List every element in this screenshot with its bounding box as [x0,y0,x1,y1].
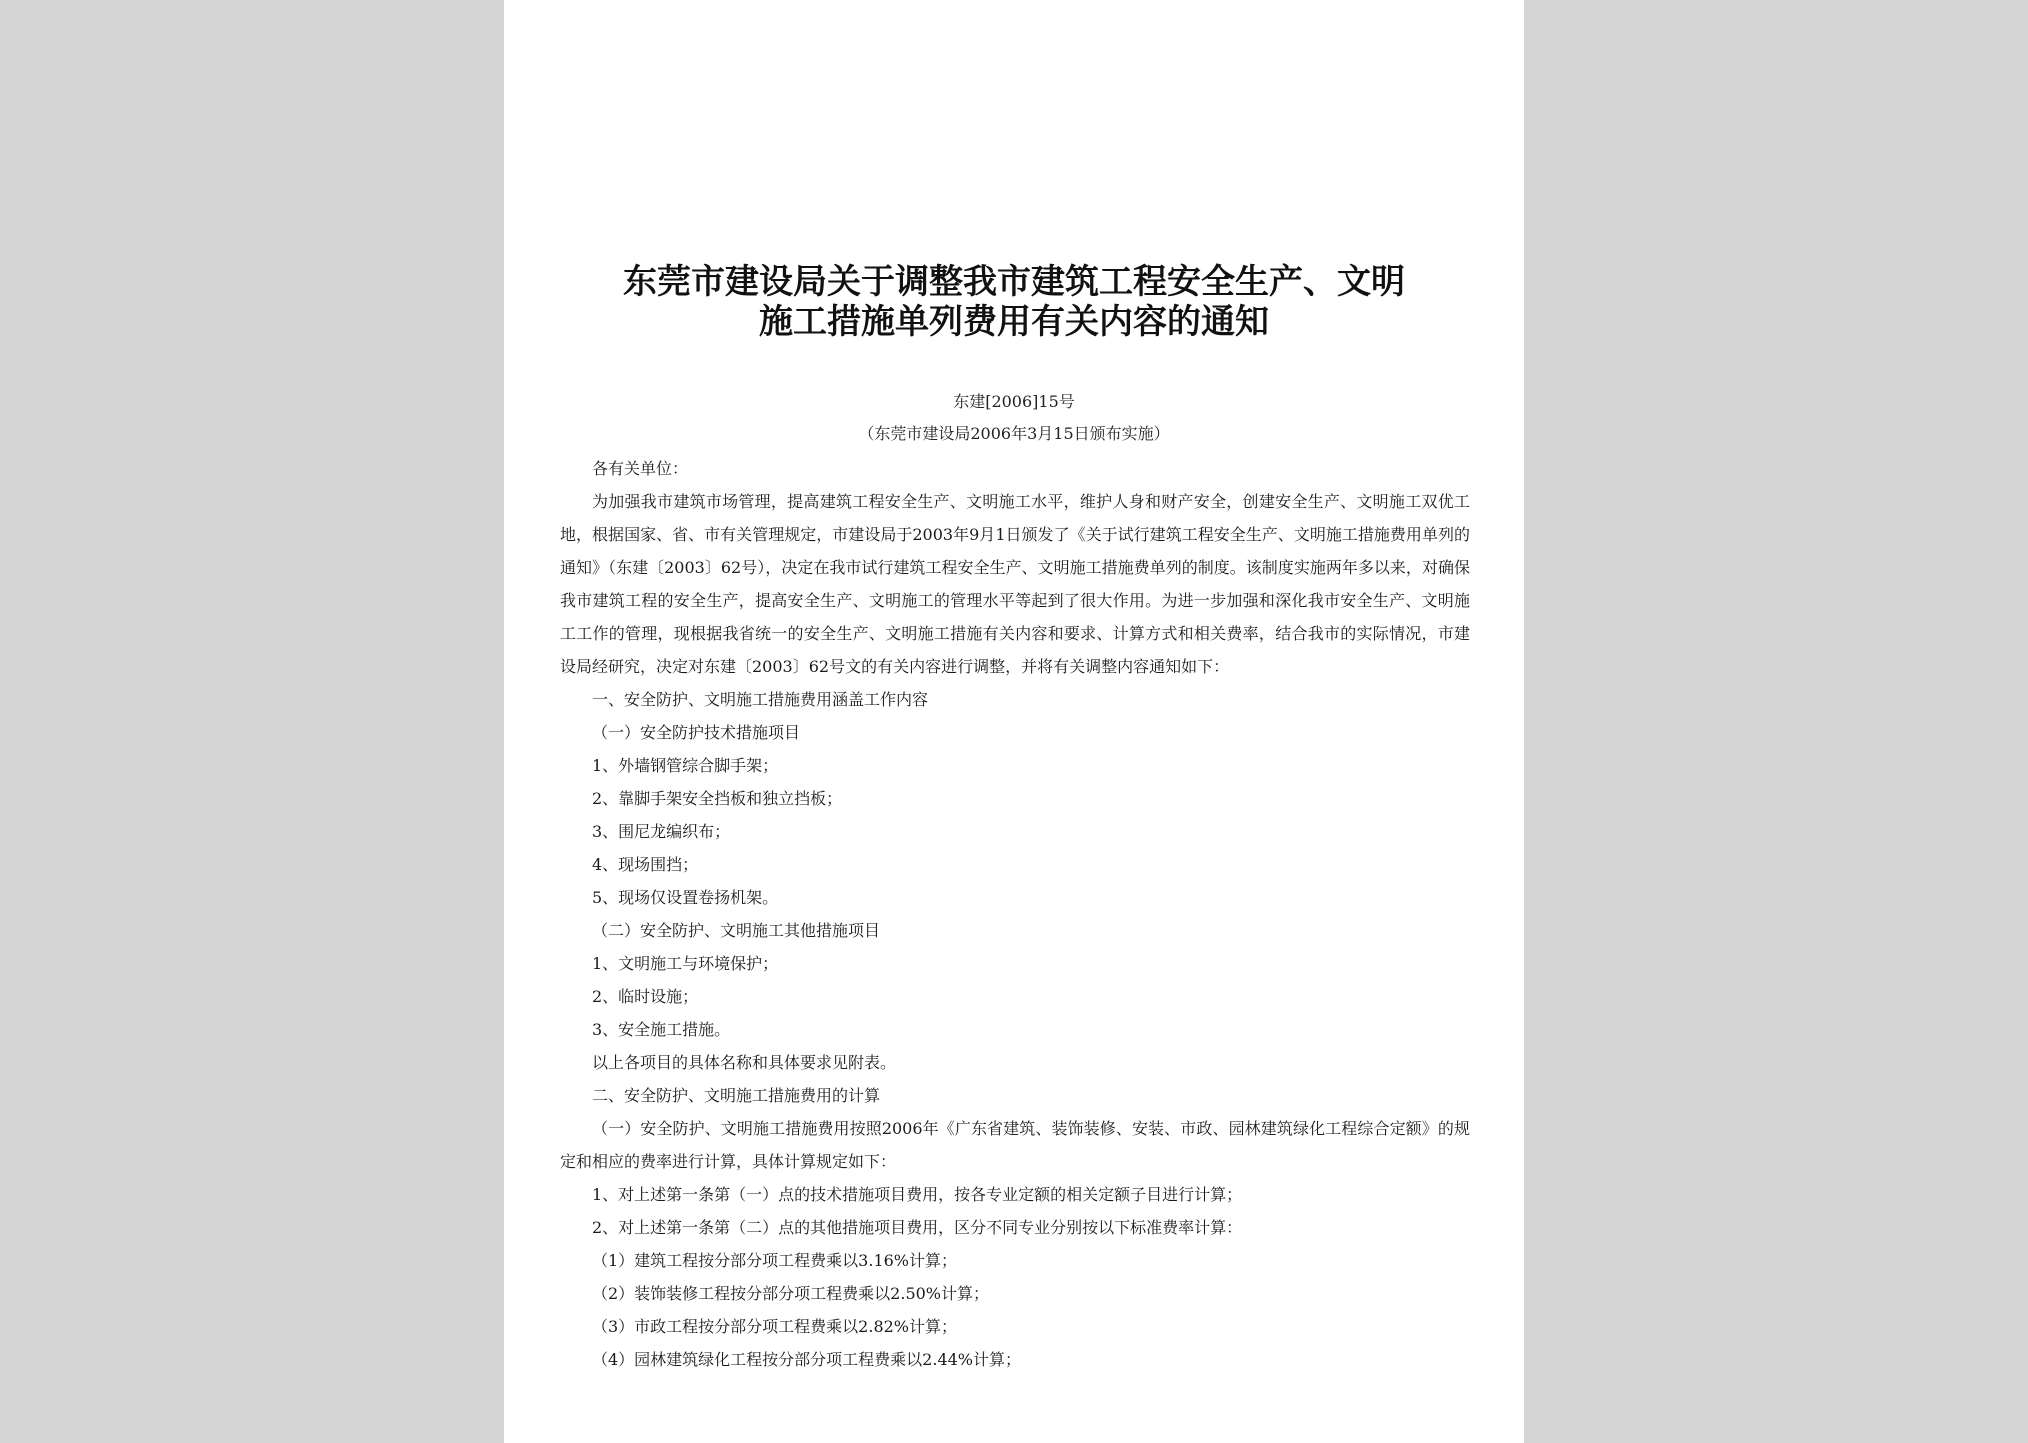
document-title [564,262,1464,342]
section-heading: 二、安全防护、文明施工措施费用的计算 [592,1086,881,1105]
subsection-heading: （二）安全防护、文明施工其他措施项目 [592,921,881,940]
list-item: 1、文明施工与环境保护； [592,954,779,973]
list-item: 4、现场围挡； [592,855,699,874]
document-body [560,452,1470,1376]
list-item: 2、对上述第一条第（二）点的其他措施项目费用，区分不同专业分别按以下标准费率计算： [592,1218,1243,1237]
list-item: 1、对上述第一条第（一）点的技术措施项目费用，按各专业定额的相关定额子目进行计算； [592,1185,1243,1204]
salutation: 各有关单位： [592,459,689,478]
list-item: 5、现场仅设置卷扬机架。 [592,888,779,907]
title-line-1: 东莞市建设局关于调整我市建筑工程安全生产、文明 [623,262,1405,302]
document-page [504,0,1524,1443]
list-item: 3、围尼龙编织布； [592,822,731,841]
list-item: 2、靠脚手架安全挡板和独立挡板； [592,789,843,808]
list-item: （1）建筑工程按分部分项工程费乘以3.16%计算； [592,1251,958,1270]
issue-note: （东莞市建设局2006年3月15日颁布实施） [858,424,1170,443]
body-paragraph: （一）安全防护、文明施工措施费用按照2006年《广东省建筑、装饰装修、安装、市政、园林建筑绿化工程综合定额》的规定和相应的费率进行计算，具体计算规定如下： [560,1119,1470,1171]
list-item: （4）园林建筑绿化工程按分部分项工程费乘以2.44%计算； [592,1350,1022,1369]
list-item: （2）装饰装修工程按分部分项工程费乘以2.50%计算； [592,1284,990,1303]
list-item: （3）市政工程按分部分项工程费乘以2.82%计算； [592,1317,958,1336]
section-heading: 一、安全防护、文明施工措施费用涵盖工作内容 [592,690,929,709]
subsection-heading: （一）安全防护技术措施项目 [592,723,801,742]
list-item: 1、外墙钢管综合脚手架； [592,756,779,775]
list-item: 2、临时设施； [592,987,699,1006]
title-line-2: 施工措施单列费用有关内容的通知 [759,302,1269,342]
intro-paragraph: 为加强我市建筑市场管理，提高建筑工程安全生产、文明施工水平，维护人身和财产安全，创建安全生产、文明施工双优工地，根据国家、省、市有关管理规定，市建设局于2003年9月1日颁发了《关于试行建筑工程安全生产、文明施工措施费用单列的通知》（东建〔2003〕62号），决定在我市试行建筑工程安全生产、文明施工措施费单列的制度。该制度实施两年多以来，对确保我市建筑工程的安全生产，提高安全生产、文明施工的管理水平等起到了很大作用。为进一步加强和深化我市安全生产、文明施工工作的管理，现根据我省统一的安全生产、文明施工措施有关内容和要求、计算方式和相关费率，结合我市的实际情况，市建设局经研究，决定对东建〔2003〕62号文的有关内容进行调整，并将有关调整内容通知如下： [560,492,1470,676]
list-item: 3、安全施工措施。 [592,1020,731,1039]
document-number: 东建[2006]15号 [953,392,1075,411]
body-paragraph: 以上各项目的具体名称和具体要求见附表。 [592,1053,897,1072]
